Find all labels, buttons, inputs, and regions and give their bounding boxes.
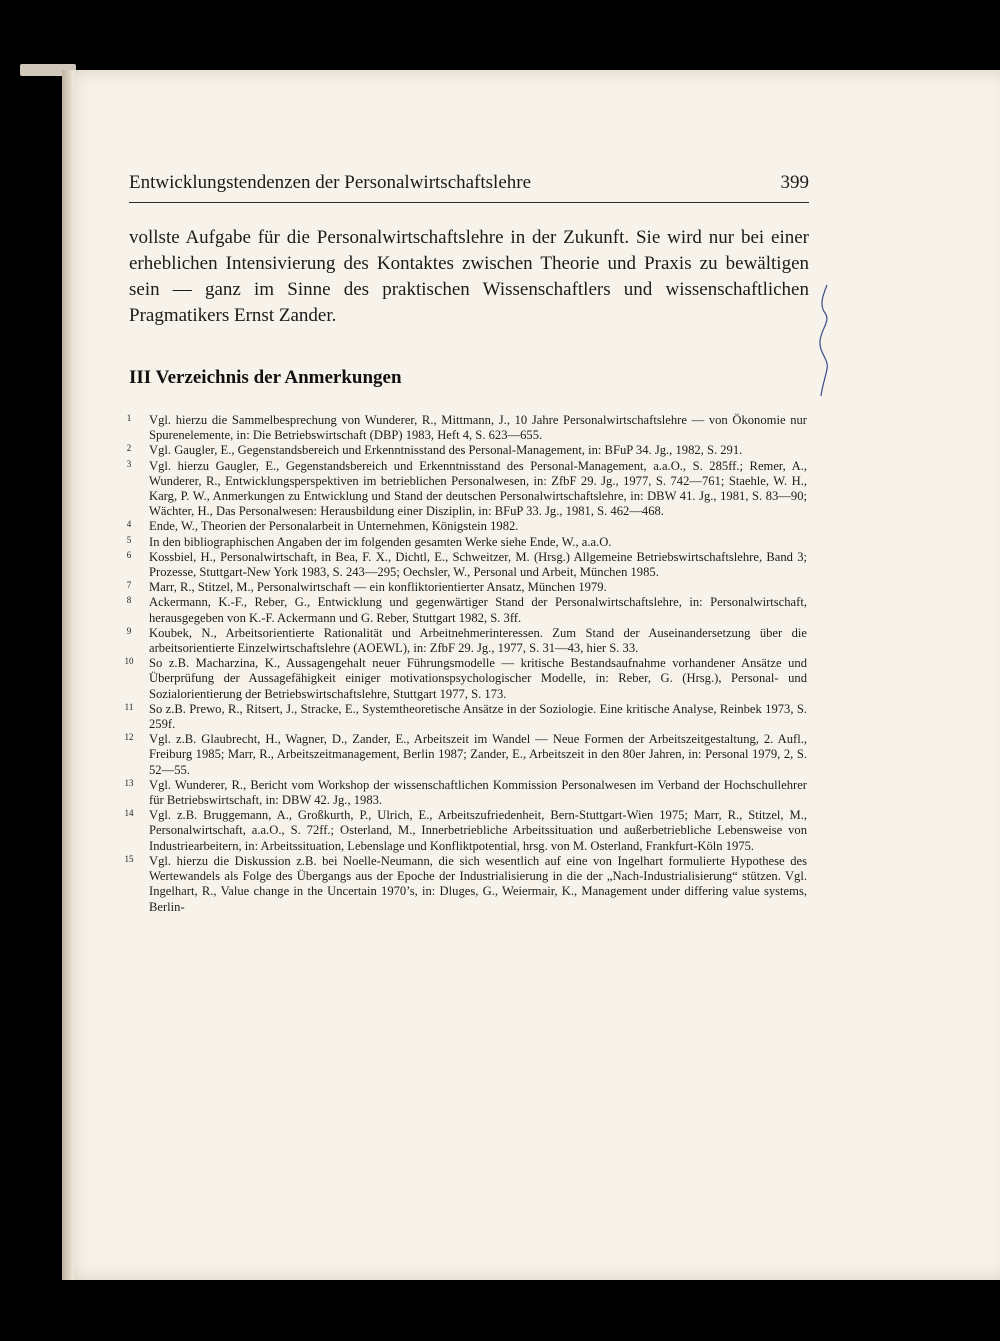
endnote — [119, 626, 807, 656]
body-paragraph: vollste Aufgabe für die Personalwirtschaftslehre in der Zukunft. Sie wird nur bei einer erheblichen Intensivierung des Kontaktes zwischen Theorie und Praxis zu bewältigen sein — ganz im Sinne des praktischen Wissenschaftlers und wissenschaftlichen Pragmatikers Ernst Zander. — [129, 227, 809, 326]
endnote-text: Vgl. z.B. Glaubrecht, H., Wagner, D., Zander, E., Arbeitszeit im Wandel — Neue Formen der Arbeitszeitgestaltung, 2. Aufl., Freiburg 1985; Marr, R., Arbeitszeitmanagement, Berlin 1987; Zander, E., Arbeitszeit in den 80er Jahren, in: Personal 1979, 2, S. 52—55. — [149, 732, 807, 777]
endnote-number: 10 — [124, 656, 134, 667]
endnote-text: Vgl. Wunderer, R., Bericht vom Workshop der wissenschaftlichen Kommission Personalwesen im Verband der Hochschullehrer für Betriebswirtschaft, in: DBW 42. Jg., 1983. — [149, 777, 807, 808]
header-rule — [129, 202, 809, 203]
endnote-text: Ackermann, K.-F., Reber, G., Entwicklung und gegenwärtiger Stand der Personalwirtschaftslehre, in: Personalwirtschaft, herausgegeben von K.-F. Ackermann und G. Reber, Stuttgart 1982, S. 3ff. — [149, 595, 807, 625]
endnote-text: Marr, R., Stitzel, M., Personalwirtschaft — ein konfliktorientierter Ansatz, München 1979. — [149, 580, 607, 595]
section-heading: III Verzeichnis der Anmerkungen — [129, 367, 402, 388]
running-head-title: Entwicklungstendenzen der Personalwirtschaftslehre — [129, 172, 532, 193]
endnote — [119, 702, 807, 732]
endnote-number: 12 — [124, 732, 134, 743]
endnote-text: Ende, W., Theorien der Personalarbeit in Unternehmen, Königstein 1982. — [149, 519, 519, 534]
page-number: 399 — [780, 172, 809, 193]
endnote — [119, 580, 807, 595]
endnote-text: Vgl. hierzu die Diskussion z.B. bei Noelle-Neumann, die sich wesentlich auf eine von Ingelhart formulierte Hypothese des Wertewandels als Folge des Übergangs aus der Epoche der Industrialisierung in die der „Nach-Industrialisierung“ stützen. Vgl. Ingelhart, R., Value change in the Uncertain 1970’s, in: Dluges, G., Weiermair, K., Management under differing value systems, Berlin- — [149, 853, 807, 914]
endnote — [119, 550, 807, 580]
endnote-text: So z.B. Macharzina, K., Aussagengehalt neuer Führungsmodelle — kritische Bestandsaufnahme vorhandener Ansätze und Überprüfung der Aussagefähigkeit einiger motivationspsychologischer Modelle, in: Reber, G. (Hrsg.), Personal- und Sozialorientierung der Betriebswirtschaftslehre, Stuttgart 1977, S. 173. — [149, 656, 807, 701]
endnote-text: Kossbiel, H., Personalwirtschaft, in Bea, F. X., Dichtl, E., Schweitzer, M. (Hrsg.) Allgemeine Betriebswirtschaftslehre, Band 3; Prozesse, Stuttgart-New York 1983, S. 243—295; Oechsler, W., Personal und Arbeit, München 1985. — [149, 549, 807, 580]
endnote-text: Koubek, N., Arbeitsorientierte Rationalität und Arbeitnehmerinteressen. Zum Stand der Auseinandersetzung über die arbeitsorientierte Einzelwirtschaftslehre (AOEWL), in: ZfbF 29. Jg., 1977, S. 31—43, hier S. 33. — [149, 625, 807, 656]
endnote — [119, 778, 807, 808]
endnote-text: Vgl. z.B. Bruggemann, A., Großkurth, P., Ulrich, E., Arbeitszufriedenheit, Bern-Stuttgart-Wien 1975; Marr, R., Stitzel, M., Personalwirtschaft, a.a.O., S. 72ff.; Osterland, M., Innerbetriebliche Arbeitssituation und außerbetriebliche Lebensweise von Industriearbeitern, in: Arbeitssituation, Lebenslage und Konfliktpotential, hrsg. von M. Osterland, Frankfurt-Köln 1975. — [149, 808, 807, 853]
endnote-number: 6 — [126, 549, 132, 560]
endnote-text: So z.B. Prewo, R., Ritsert, J., Stracke, E., Systemtheoretische Ansätze in der Soziologie. Eine kritische Analyse, Reinbek 1973, S. 259f. — [149, 701, 807, 732]
endnote — [119, 519, 807, 534]
endnote — [119, 413, 807, 443]
endnote-number: 7 — [126, 580, 132, 591]
endnote-number: 1 — [126, 413, 132, 423]
page-gutter-shadow — [62, 70, 74, 1280]
endnote — [119, 656, 807, 702]
endnote-number: 8 — [126, 595, 132, 606]
endnote — [119, 732, 807, 778]
endnote — [119, 808, 807, 854]
endnote — [119, 443, 807, 458]
endnote-text: Vgl. Gaugler, E., Gegenstandsbereich und Erkenntnisstand des Personal-Management, in: BFuP 34. Jg., 1982, S. 291. — [149, 443, 743, 458]
endnote-text: Vgl. hierzu Gaugler, E., Gegenstandsbereich und Erkenntnisstand des Personal-Management, a.a.O., S. 285ff.; Remer, A., Wunderer, R., Entwicklungsperspektiven im betrieblichen Personalwesen, in: ZfbF 29. Jg., 1977, S. 742—761; Staehle, W. H., Karg, P. W., Anmerkungen zu Entwicklung und Stand der deutschen Personalwirtschaftslehre, in: DBW 41. Jg., 1981, S. 83—90; Wächter, H., Das Personalwesen: Herausbildung einer Disziplin, in: BFuP 33. Jg., 1981, S. 462—468. — [149, 458, 807, 519]
endnote-number: 11 — [124, 701, 134, 712]
endnote-number: 5 — [126, 534, 132, 545]
endnote — [119, 459, 807, 520]
endnote-number: 2 — [126, 443, 132, 454]
book-page — [62, 70, 1000, 1280]
endnote — [119, 595, 807, 625]
endnote-number: 9 — [126, 625, 132, 636]
endnote-number: 4 — [126, 519, 132, 530]
endnote-number: 13 — [124, 777, 134, 788]
endnote — [119, 854, 807, 915]
endnote — [119, 535, 807, 550]
endnote-text: Vgl. hierzu die Sammelbesprechung von Wunderer, R., Mittmann, J., 10 Jahre Personalwirtschaftslehre — von Ökonomie nur Spurenelemente, in: Die Betriebswirtschaft (DBP) 1983, Heft 4, S. 623—655. — [149, 413, 807, 443]
endnote-text: In den bibliographischen Angaben der im folgenden gesamten Werke siehe Ende, W., a.a.O. — [149, 534, 612, 549]
endnote-number: 14 — [124, 808, 134, 819]
pencil-margin-mark — [817, 283, 857, 398]
endnotes-list — [119, 413, 807, 915]
endnote-number: 15 — [124, 853, 134, 864]
endnote-number: 3 — [126, 458, 132, 469]
